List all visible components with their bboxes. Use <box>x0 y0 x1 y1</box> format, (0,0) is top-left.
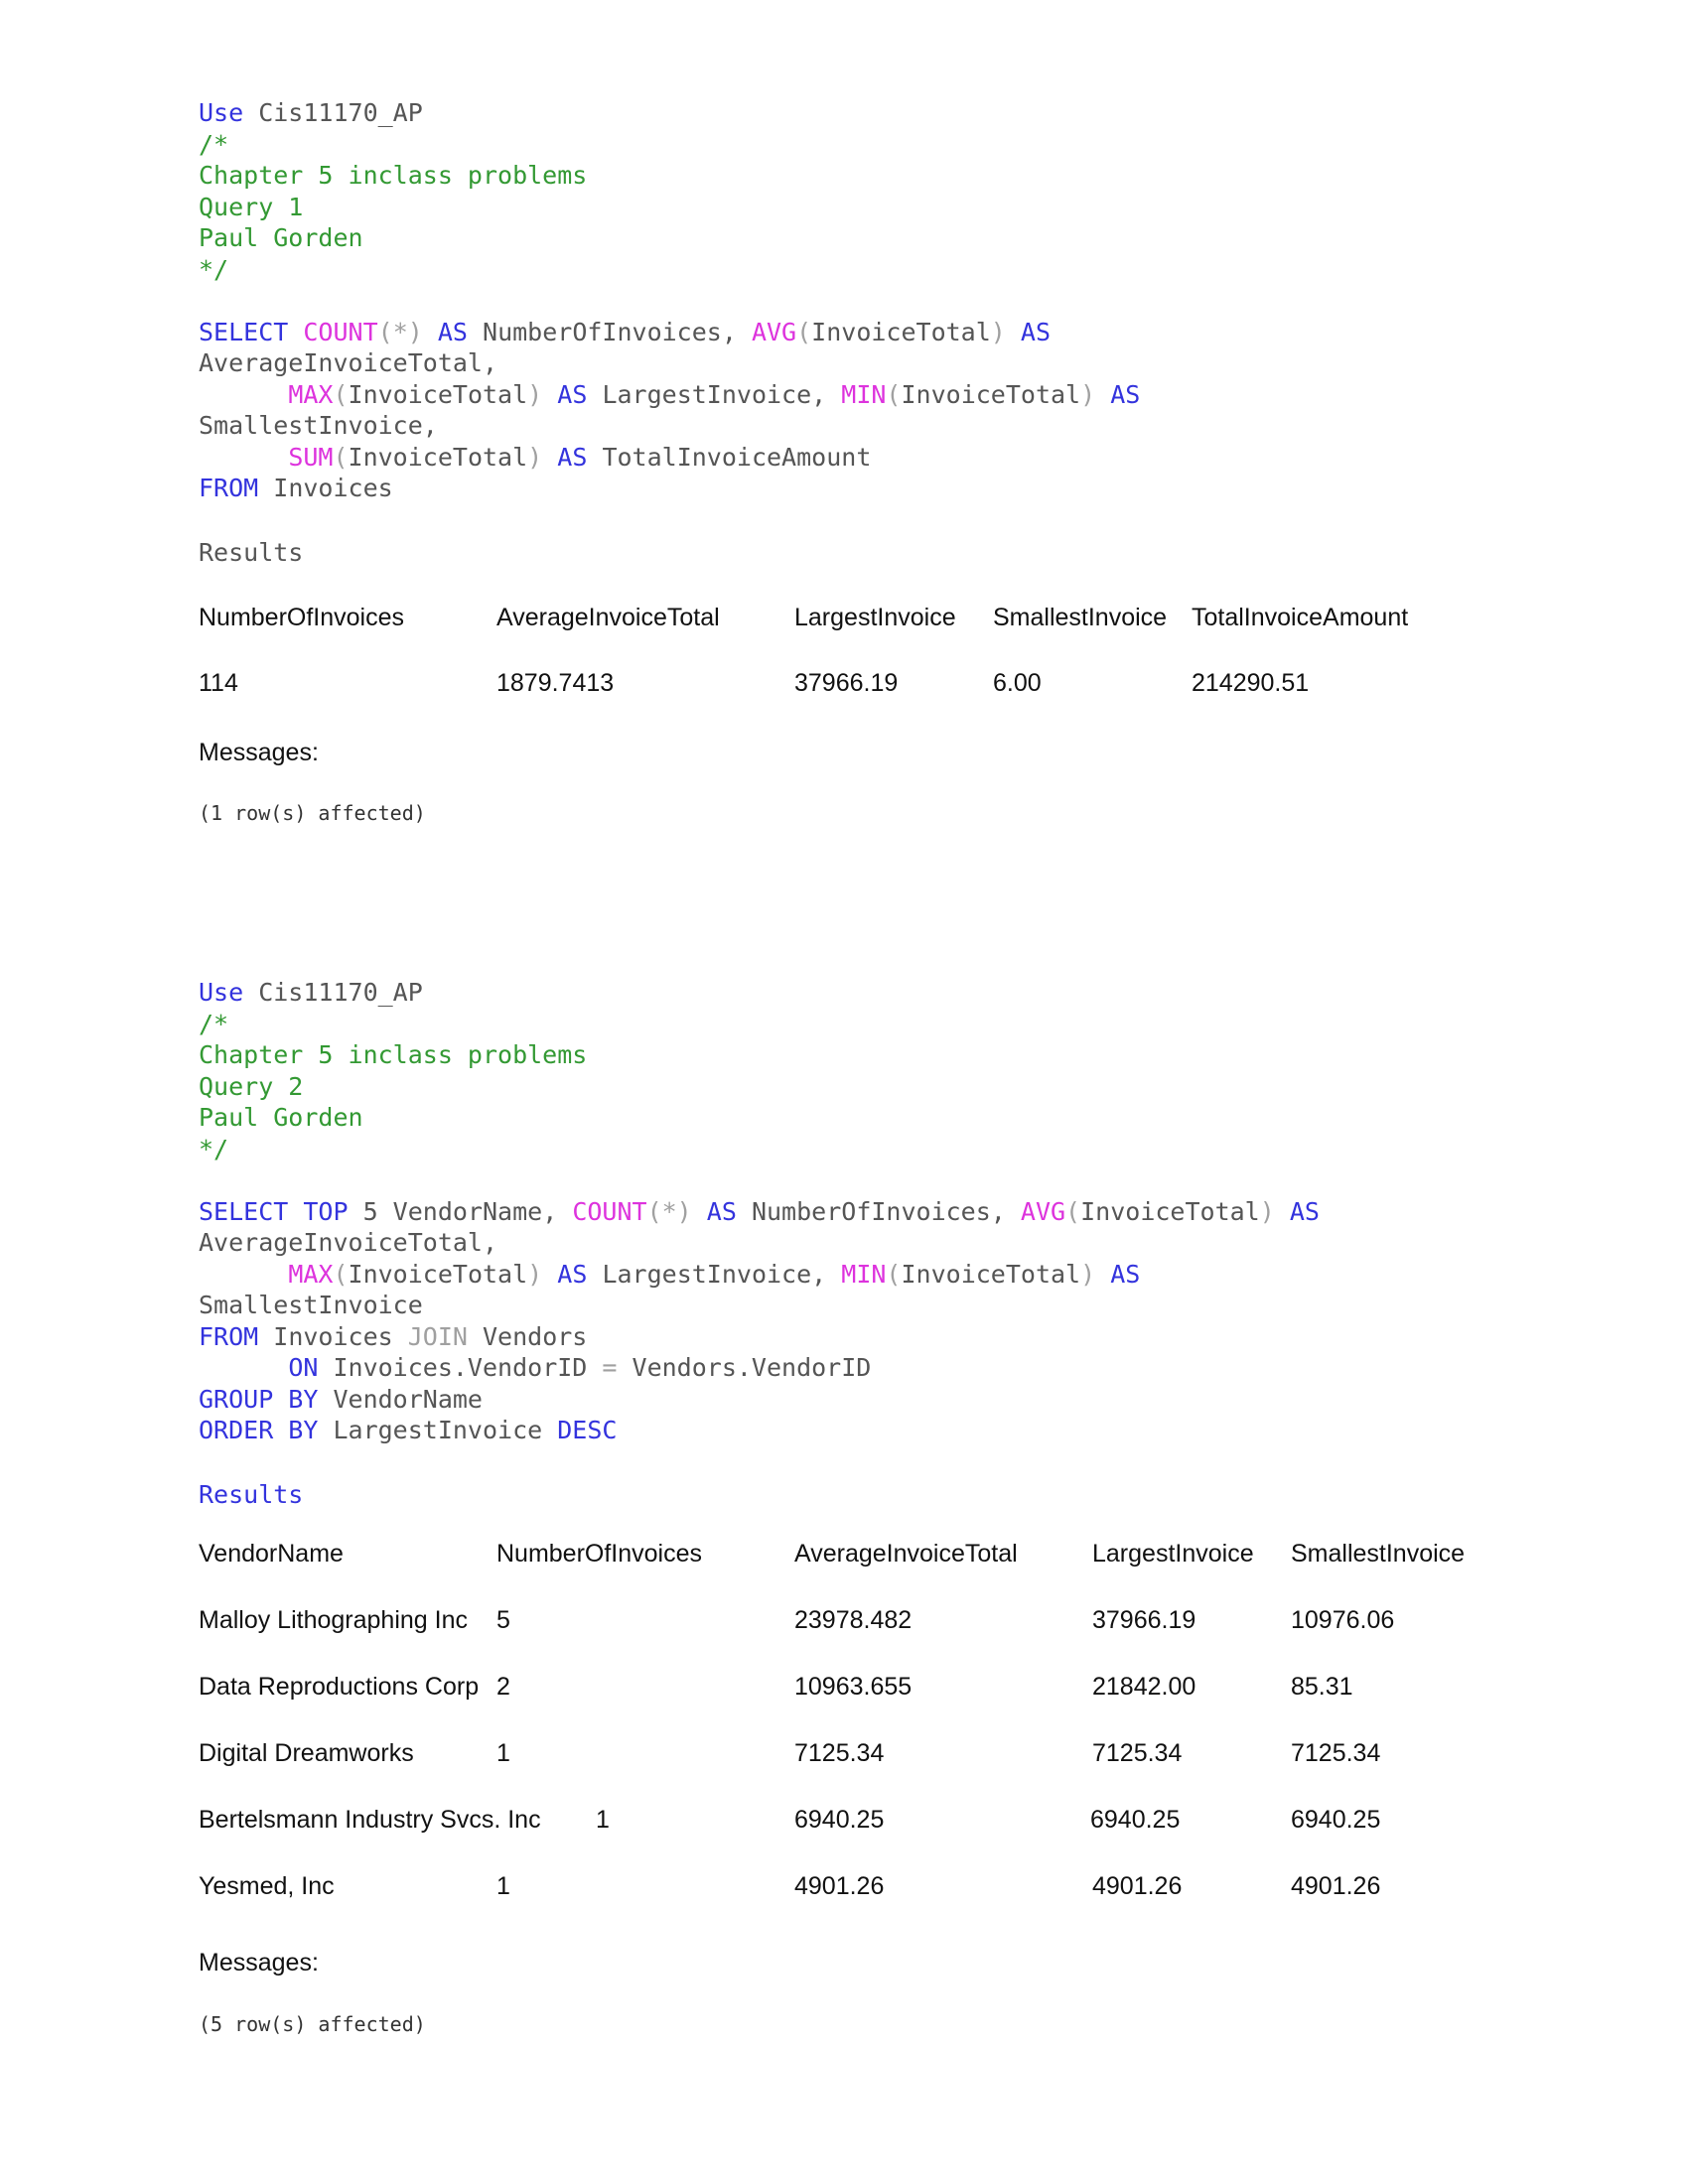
code-line <box>199 129 1489 161</box>
table-cell: 6940.25 <box>1090 1806 1181 1834</box>
code-token: Paul Gorden <box>199 223 363 252</box>
table-cell: 114 <box>199 669 238 697</box>
code-token: COUNT <box>303 317 378 346</box>
code-token: Invoices <box>258 1321 408 1351</box>
code-token: InvoiceTotal <box>901 1259 1081 1289</box>
code-line <box>199 347 1489 379</box>
table-cell: 4901.26 <box>1291 1872 1381 1900</box>
table-cell: 2 <box>496 1673 510 1701</box>
table-cell: 37966.19 <box>794 669 899 697</box>
code-line <box>199 160 1489 192</box>
code-token <box>199 380 288 409</box>
code-token: COUNT <box>572 1196 647 1226</box>
code-token: (*) <box>646 1196 692 1226</box>
table-cell: 10976.06 <box>1291 1606 1395 1634</box>
table-cell: 37966.19 <box>1092 1606 1196 1634</box>
query-1-affected-message: (1 row(s) affected) <box>199 801 426 825</box>
code-token: MAX <box>288 379 334 409</box>
table-cell: 6940.25 <box>1291 1806 1381 1834</box>
code-token: FROM <box>199 1321 259 1351</box>
code-token: VendorName <box>318 1384 483 1414</box>
code-token: AS <box>557 442 588 472</box>
table-cell: 6940.25 <box>794 1806 885 1834</box>
code-token: SELECT <box>199 317 289 346</box>
code-line <box>199 1134 1489 1165</box>
table-cell: 7125.34 <box>1092 1739 1183 1767</box>
code-token: */ <box>199 1134 229 1163</box>
query-1-messages-label: Messages: <box>199 739 319 766</box>
table-cell: Malloy Lithographing Inc <box>199 1606 468 1634</box>
code-line <box>199 97 1489 129</box>
code-line <box>199 1102 1489 1134</box>
code-token: AS <box>557 379 588 409</box>
code-token: InvoiceTotal <box>901 379 1081 409</box>
code-token: AS <box>1110 1259 1141 1289</box>
code-token <box>288 1197 303 1226</box>
code-token: NumberOfInvoices, <box>467 317 752 346</box>
code-token: InvoiceTotal <box>348 1259 528 1289</box>
code-token: FROM <box>199 474 259 502</box>
code-token: JOIN <box>407 1321 468 1351</box>
table-cell: Data Reproductions Corp <box>199 1673 480 1701</box>
code-token <box>199 443 288 472</box>
query-2-code <box>199 977 1489 1446</box>
table-cell: 5 <box>496 1606 510 1634</box>
code-token: TotalInvoiceAmount <box>587 442 872 472</box>
code-line <box>199 473 1489 504</box>
code-token: Invoices <box>258 474 393 502</box>
code-line <box>199 285 1489 317</box>
query-2-messages-label: Messages: <box>199 1949 319 1977</box>
table-cell: 6.00 <box>993 669 1042 697</box>
code-line <box>199 254 1489 286</box>
table-cell: 4901.26 <box>1092 1872 1183 1900</box>
code-token <box>199 1260 288 1289</box>
code-token: DESC <box>557 1416 618 1444</box>
table-cell: 1 <box>596 1806 610 1834</box>
code-token: Cis11170_AP <box>243 98 423 127</box>
code-line <box>199 1196 1489 1228</box>
query-2-results-label: Results <box>199 1480 304 1509</box>
code-token: GROUP BY <box>199 1384 319 1414</box>
code-token: TOP <box>303 1196 349 1226</box>
code-token: ) <box>990 317 1006 346</box>
code-token: InvoiceTotal <box>811 317 991 346</box>
code-token: = <box>602 1353 618 1382</box>
table-cell: 7125.34 <box>794 1739 885 1767</box>
code-token: ON <box>288 1353 319 1382</box>
code-token: ) <box>527 442 543 472</box>
table-cell: 1 <box>496 1739 510 1767</box>
code-token: Cis11170_AP <box>243 978 423 1007</box>
query-2-affected-message: (5 row(s) affected) <box>199 2012 426 2036</box>
column-header: SmallestInvoice <box>1291 1540 1466 1568</box>
code-token: Paul Gorden <box>199 1103 363 1132</box>
column-header: SmallestInvoice <box>993 604 1168 631</box>
code-token: InvoiceTotal <box>348 379 528 409</box>
code-token: ) <box>1080 1259 1096 1289</box>
code-token: MAX <box>288 1259 334 1289</box>
query-1-results-label: Results <box>199 538 304 567</box>
code-token: ( <box>1065 1196 1081 1226</box>
column-header: AverageInvoiceTotal <box>496 604 720 631</box>
code-line <box>199 192 1489 223</box>
code-token: LargestInvoice <box>318 1416 558 1444</box>
code-token: Vendors <box>467 1321 588 1351</box>
code-line <box>199 1009 1489 1040</box>
table-cell: Bertelsmann Industry Svcs. Inc <box>199 1806 541 1834</box>
code-token: Invoices.VendorID <box>318 1353 603 1382</box>
column-header: VendorName <box>199 1540 344 1568</box>
code-token <box>423 318 438 346</box>
column-header: TotalInvoiceAmount <box>1192 604 1409 631</box>
code-line <box>199 1352 1489 1384</box>
code-token: ( <box>333 1259 349 1289</box>
code-token: Chapter 5 inclass problems <box>199 1040 588 1069</box>
code-token: AVG <box>1020 1196 1066 1226</box>
code-token: ( <box>333 379 349 409</box>
code-line <box>199 1321 1489 1353</box>
code-token <box>542 380 557 409</box>
code-token: ) <box>527 1259 543 1289</box>
code-token <box>542 1260 557 1289</box>
code-token <box>1006 318 1021 346</box>
code-token: InvoiceTotal <box>1080 1196 1260 1226</box>
code-token: AS <box>557 1259 588 1289</box>
code-token: NumberOfInvoices, <box>736 1196 1021 1226</box>
code-token: AS <box>706 1196 737 1226</box>
code-token: AS <box>1289 1196 1320 1226</box>
code-token: AS <box>1110 379 1141 409</box>
table-cell: Digital Dreamworks <box>199 1739 414 1767</box>
code-token <box>288 318 303 346</box>
code-token: SmallestInvoice, <box>199 411 438 440</box>
table-cell: 1 <box>496 1872 510 1900</box>
code-token <box>692 1197 707 1226</box>
code-line <box>199 1227 1489 1259</box>
code-line <box>199 1384 1489 1416</box>
code-token <box>1095 1260 1110 1289</box>
code-line <box>199 1415 1489 1446</box>
column-header: NumberOfInvoices <box>199 604 405 631</box>
table-cell: 7125.34 <box>1291 1739 1381 1767</box>
code-token: */ <box>199 254 229 284</box>
code-token: InvoiceTotal <box>348 442 528 472</box>
code-token: Vendors.VendorID <box>617 1353 872 1382</box>
code-token: /* <box>199 1009 229 1038</box>
code-token: ( <box>796 317 812 346</box>
code-token <box>199 1353 288 1382</box>
code-token <box>542 443 557 472</box>
code-token <box>1275 1197 1290 1226</box>
code-token <box>1095 380 1110 409</box>
code-token: SUM <box>288 442 334 472</box>
table-cell: 4901.26 <box>794 1872 885 1900</box>
table-cell: 21842.00 <box>1092 1673 1196 1701</box>
code-line <box>199 1290 1489 1321</box>
code-token: Query 1 <box>199 192 304 221</box>
code-line <box>199 410 1489 442</box>
code-line <box>199 1259 1489 1291</box>
table-cell: 214290.51 <box>1192 669 1310 697</box>
column-header: NumberOfInvoices <box>496 1540 703 1568</box>
code-token: AS <box>1020 317 1052 346</box>
code-token: SELECT <box>199 1196 289 1226</box>
code-token: ORDER BY <box>199 1416 319 1444</box>
code-token: ) <box>527 379 543 409</box>
table-cell: 23978.482 <box>794 1606 913 1634</box>
code-token: AVG <box>751 317 797 346</box>
code-token: SmallestInvoice <box>199 1291 423 1319</box>
code-token: MIN <box>841 379 887 409</box>
code-token: AverageInvoiceTotal, <box>199 348 498 377</box>
column-header: LargestInvoice <box>794 604 956 631</box>
query-1-code <box>199 97 1489 504</box>
code-line <box>199 442 1489 474</box>
code-line <box>199 1164 1489 1196</box>
code-line <box>199 977 1489 1009</box>
code-token: ( <box>886 1259 902 1289</box>
code-token: MIN <box>841 1259 887 1289</box>
code-token: (*) <box>377 317 423 346</box>
column-header: LargestInvoice <box>1092 1540 1254 1568</box>
code-token: ) <box>1080 379 1096 409</box>
table-cell: Yesmed, Inc <box>199 1872 335 1900</box>
code-token: LargestInvoice, <box>587 379 842 409</box>
code-line <box>199 1071 1489 1103</box>
code-token: Chapter 5 inclass problems <box>199 161 588 190</box>
table-cell: 1879.7413 <box>496 669 615 697</box>
table-cell: 85.31 <box>1291 1673 1353 1701</box>
code-token: Use <box>199 978 244 1007</box>
code-line <box>199 1039 1489 1071</box>
code-token: ( <box>886 379 902 409</box>
code-line <box>199 222 1489 254</box>
code-line <box>199 317 1489 348</box>
code-line <box>199 379 1489 411</box>
code-token: ) <box>1259 1196 1275 1226</box>
column-header: AverageInvoiceTotal <box>794 1540 1018 1568</box>
table-cell: 10963.655 <box>794 1673 913 1701</box>
code-token: ( <box>333 442 349 472</box>
code-token: 5 VendorName, <box>348 1196 573 1226</box>
code-token: Query 2 <box>199 1071 304 1101</box>
code-token: /* <box>199 129 229 159</box>
code-token: AverageInvoiceTotal, <box>199 1228 498 1257</box>
code-token: LargestInvoice, <box>587 1259 842 1289</box>
code-token: AS <box>437 317 468 346</box>
code-token: Use <box>199 98 244 127</box>
